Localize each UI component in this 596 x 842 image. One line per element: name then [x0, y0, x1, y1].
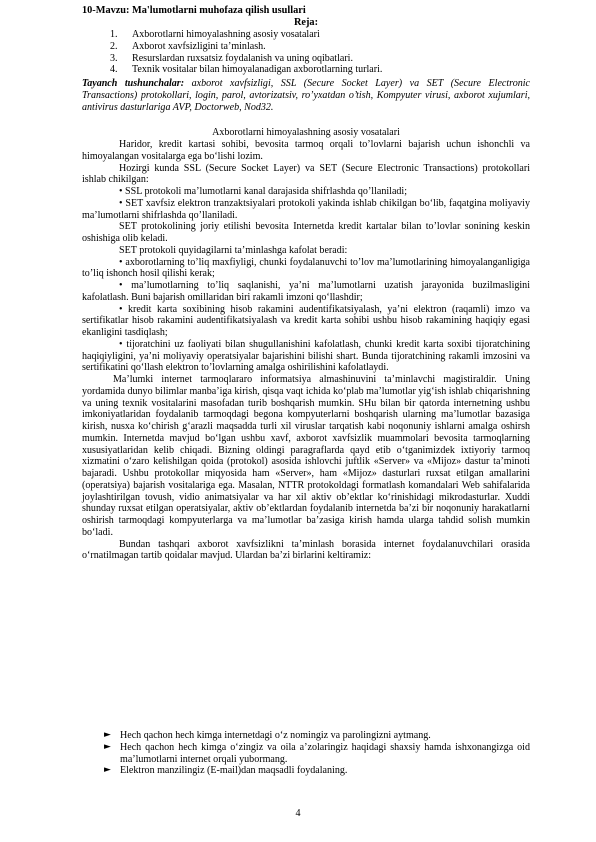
rule-item — [82, 742, 530, 766]
rule-text: Hech qachon hech kimga internetdagi o‘z nomingiz va parolingizni aytmang. — [120, 730, 431, 741]
plan-item-text: Texnik vositalar bilan himoyalanadigan axborotlarning turlari. — [132, 64, 383, 76]
rule-text: Hech qachon hech kimga o‘zingiz va oila a’zolaringiz haqidagi shaxsiy hamda ishxonangizga oid ma’lumotlarni internet orqali yubormang. — [120, 741, 530, 765]
plan-item-number: 1. — [110, 29, 118, 40]
plan-heading: Reja: — [293, 17, 318, 28]
plan-item-text: Axborotlarni himoyalashning asosiy vosatalari — [132, 29, 320, 40]
rule-text: Elektron manzilingiz (E-mail)dan maqsadli foydalaning. — [120, 765, 348, 777]
rules-list — [82, 730, 530, 777]
paragraph: SET protokolining joriy etilishi bevosita Internetda kredit kartalar bilan to’lovlar sonining keskin oshishiga olib keladi. — [82, 221, 530, 244]
arrow-bullet-icon: ► — [104, 730, 111, 740]
paragraph: SET protokoli quyidagilarni ta’minlashga kafolat beradi: — [119, 244, 348, 256]
plan-item — [110, 53, 382, 65]
plan-item — [110, 41, 382, 53]
bullet-paragraph: • tijoratchini uz faoliyati bilan shugullanishini kafolatlash, chunki kredit karta soxibi tijoratchining haqiqiyligini, ya’ni moliyaviy operatsiyalar bajarishini bilishi shart. Bunda tijoratchining rakamli imzosini va sertifikatini qo‘llash elektron to’lovlarning amalga oshirilishini kafolatlaydi. — [82, 338, 530, 374]
bullet-paragraph: • SSL protokoli ma’lumotlarni kanal darajasida shifrlashda qo’llaniladi; — [119, 186, 408, 197]
paragraph: Ma’lumki internet tarmoqlararo informatsiya almashinuvini ta’minlavchi magistiraldir. Uning yordamida dunyo bilimlar manba’iga kirish, qisqa vaqt ichida ko‘plab ma’lumotlar yig‘ish ishlab chiqarishning va uning texnik vositalarini masofadan turib boshqarish mumkin. SHu bilan bir qatorda internetning ushbu imkoniyatlaridan foydalanib tarmoqdagi begona kompyuterlarni boshqarish ularning ma’lumotlar bazasiga kirish, nusxa ko‘chirish g‘arazli maqsadda turli xil viruslar tarqatish kabi noqonuniy ishlarni amalga oshirsh mumkin. Internetda mavjud bo‘lgan ushbu xavf, axborot xavfsizlik muammolari bevosita tarmoqlarning xususiyatlaridan kelib chiqadi. Bizning oldingi paragraflarda qayd etib o‘tganimizdek ixtiyoriy tarmoq xizmatini o‘zaro kelishilgan qoida (protokol) asosida ishlovchi juftlik «Server» va «Mijoz» dastur ta’minoti bajaradi. Ushbu protokollar miqyosida ham «Server», ham «Mijoz» dasturlari ruxsat etilgan amallarini (operatsiya) bajarish vositalariga ega. Masalan, NTTR protokoldagi formatlash komandalari Web sahifalarida joylashtirilgan tovush, vidio animatsiyalar va har xil aktiv ob’ektlar ko‘rinishidagi mikrodasturlar. Xuddi shunday ruxsat etilgan operatsiyalar, aktiv ob’ektlardan foydalanib internetda ba’zi bir noqonuniy harakatlarni oshirish tarmoqdagi kompyuterlarga va ma’lumotlar ba’zasiga kirish hamda ularga tahdid solish mumkin bo‘ladi. — [82, 374, 530, 538]
arrow-bullet-icon: ► — [104, 765, 111, 776]
page-number: 4 — [295, 808, 301, 819]
arrow-bullet-icon: ► — [104, 741, 111, 752]
plan-item-text: Resurslardan ruxsatsiz foydalanish va uning oqibatlari. — [132, 52, 353, 64]
section-heading: Axborotlarni himoyalashning asosiy vosatalari — [212, 127, 400, 138]
key-concepts — [82, 78, 530, 113]
bullet-paragraph: • SET xavfsiz elektron tranzaktsiyalari protokoli yakinda ishlab chikilgan bo‘lib, faqatgina moliyaviy ma’lumotlarni shifrlashda qo’llaniladi. — [82, 197, 530, 221]
plan-item — [110, 29, 382, 41]
bullet-paragraph: • kredit karta soxibining hisob rakamini audentifikatsiyalash, ya’ni elektron (raqamli) imzo va sertifikatlar hisob rakamini audentifikatsiyalash va kredit karta sohibi ushbu hisob rakamining haqiqiy egasi ekanligini tasdiqlash; — [82, 303, 530, 338]
key-concepts-text: axborot xavfsizligi, SSL (Secure Socket Layer) va SET (Secure Electronic Transactions) protokollari, login, parol, avtorizatsiv, ro’yxatdan o’tish, Kompyuter virusi, axborot xujumlari, antivirus dasturlariga AVP, Doctorweb, Nod32. — [82, 78, 531, 113]
rule-item — [82, 765, 530, 777]
plan-list — [110, 29, 382, 76]
rule-item — [82, 730, 530, 742]
key-concepts-label: Tayanch tushunchalar: — [82, 78, 185, 89]
topic-title: 10-Mavzu: Ma'lumotlarni muhofaza qilish usullari — [82, 5, 306, 16]
plan-item-text: Axborot xavfsizligini ta’minlash. — [132, 40, 266, 52]
bullet-paragraph: • ma’lumotlarning to’liq saqlanishi, ya’ni ma’lumotlarni uzatish jarayonida buzilmasligini kafolatlash. Buni bajarish omillaridan biri rakamli imzoni qo‘llashdir; — [82, 280, 530, 303]
plan-item — [110, 64, 382, 76]
paragraph: Haridor, kredit kartasi sohibi, bevosita tarmoq orqali to’lovlarni bajarish uchun ishonchli va himoyalangan vositalarga ega bo‘lishi lozim. — [82, 139, 530, 162]
bullet-paragraph: • axborotlarning to’liq maxfiyligi, chunki foydalanuvchi to’lov ma’lumotlarining himoyalanganligiga to’liq ishonch hosil qilishi kerak; — [82, 256, 530, 280]
paragraph: Bundan tashqari axborot xavfsizlikni ta’minlash borasida internet foydalanuvchilari orasida o‘rnatilmagan tartib qoidalar mavjud. Ulardan ba’zi birlarini keltiramiz: — [82, 538, 530, 562]
paragraph: Hozirgi kunda SSL (Secure Socket Layer) va SET (Secure Electronic Transactions) protokollari ishlab chikilgan: — [82, 162, 530, 186]
body-text — [82, 139, 530, 562]
plan-item-number: 4. — [110, 64, 118, 76]
plan-item-number: 2. — [110, 40, 118, 52]
plan-item-number: 3. — [110, 52, 118, 64]
